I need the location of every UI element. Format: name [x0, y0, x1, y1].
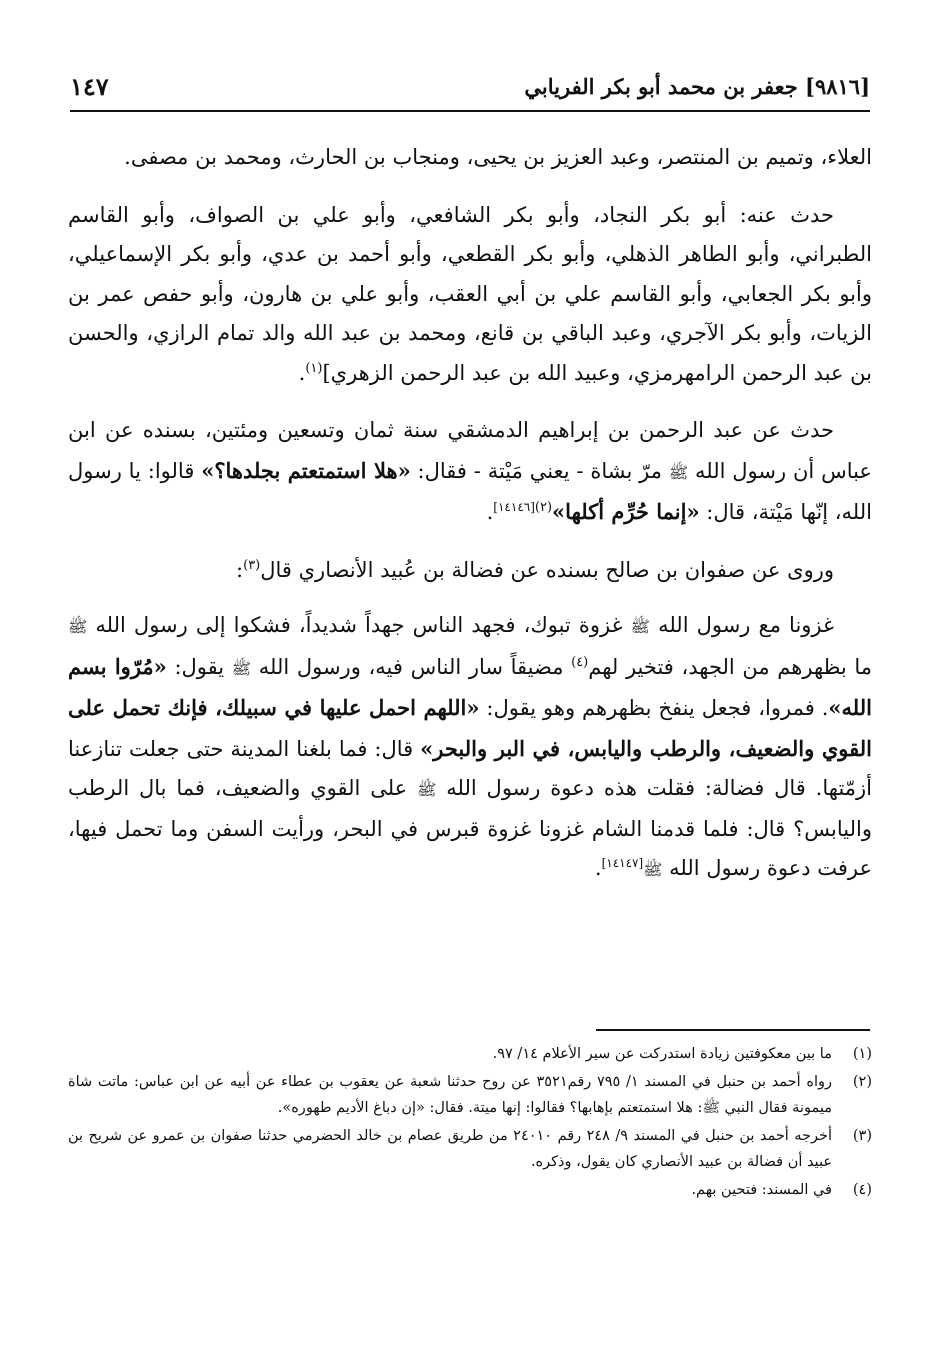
paragraph-text: حدث عنه: أبو بكر النجاد، وأبو بكر الشافعي، وأبو علي بن الصواف، وأبو القاسم الطبراني، وأبو الطاهر الذهلي، وأبو بكر القطعي، وأبو أحمد بن عدي، وأبو بكر الإسماعيلي، وأبو بكر الجعابي، وأبو القاسم علي بن أبي العقب، وأبو علي بن هارون، وأبو حفص عمر بن الزيات، وأبو بكر الآجري، وعبد الباقي بن قانع، ومحمد بن عبد الله والد تمام الرازي، والحسن بن عبد الرحمن الرامهرمزي، وعبيد الله بن عبد الرحمن الزهري]	[68, 202, 872, 385]
paragraph-text: قالوا: يا رسول الله، إنّها مَيْتة، قال:	[68, 458, 872, 524]
paragraph-narration-intro	[68, 551, 872, 591]
paragraph-text: غزونا مع رسول الله	[650, 613, 834, 637]
paragraph-text: غزوة تبوك، فجهد الناس جهداً شديداً، فشكوا إلى رسول الله	[87, 613, 631, 637]
salutation-glyph: ﷺ	[643, 860, 663, 879]
paragraph-teachers	[68, 138, 872, 178]
paragraph-text: مضيقاً سار الناس فيه، ورسول الله	[251, 654, 572, 679]
salutation-glyph: ﷺ	[417, 780, 437, 799]
footnotes-section	[68, 1041, 872, 1205]
prophetic-quote: «إنما حُرِّم أكلها»	[552, 499, 700, 524]
punctuation: .	[594, 856, 602, 880]
prophetic-quote: «هلا استمتعتم بجلدها؟»	[201, 457, 411, 483]
footnote-text: رواه أحمد بن حنبل في المسند ١/ ٧٩٥ رقم٣٥٢١ عن روح حدثنا شعبة عن يعقوب بن عطاء عن أبيه عن ابن عباس: ماتت شاة ميمونة فقال النبي ﷺ: هلا استمتعتم بإهابها؟ فقالوا: إنها ميتة. فقال: «إن دباغ الأديم طهوره».	[68, 1074, 832, 1116]
paragraph-hadith-2	[68, 606, 872, 890]
hadith-number: [١٤١٤٦]	[493, 500, 535, 514]
paragraph-text: . فمروا، فجعل ينفخ بظهرهم وهو يقول:	[479, 696, 829, 720]
paragraph-text: العلاء، وتميم بن المنتصر، وعبد العزيز بن يحيى، ومنجاب بن الحارث، ومحمد بن مصفى.	[124, 145, 872, 169]
salutation-glyph: ﷺ	[68, 617, 88, 636]
hadith-number: [١٤١٤٧]	[601, 856, 644, 870]
footnote-text: في المسند: فتحين بهم.	[691, 1182, 832, 1198]
footnote-marker: (٢)	[852, 1074, 872, 1090]
paragraph-text: وروى عن صفوان بن صالح بسنده عن فضالة بن عُبيد الأنصاري قال	[260, 557, 834, 582]
paragraph-text: مرّ بشاة - يعني مَيْتة - فقال:	[410, 458, 669, 483]
page-number: ١٤٧	[70, 72, 109, 101]
footnote-ref: (٢)	[534, 500, 553, 515]
paragraph-hadith-1	[68, 411, 872, 533]
paragraph-text: حدث عن عبد الرحمن بن إبراهيم الدمشقي سنة ثمان وتسعين ومئتين، بسنده عن ابن عباس أن رسول الله	[68, 418, 872, 483]
running-title: [٩٨١٦] جعفر بن محمد أبو بكر الفريابي	[524, 74, 870, 99]
footnote-text: ما بين معكوفتين زيادة استدركت عن سير الأعلام ١٤/ ٩٧.	[492, 1046, 832, 1062]
salutation-glyph: ﷺ	[630, 617, 650, 636]
paragraph-text: على القوي والضعيف، فما بال الرطب واليابس؟ قال: فلما قدمنا الشام غزونا غزوة قبرس في البحر، ورأيت السفن وما تحمل فيها، عرفت دعوة رسول الله	[68, 776, 872, 880]
punctuation: .	[486, 500, 494, 524]
footnote-4	[68, 1177, 872, 1203]
footnote-divider	[596, 1029, 870, 1031]
footnote-marker: (٤)	[852, 1182, 872, 1198]
prophetic-quote: «مُرّوا بسم الله»	[68, 653, 872, 720]
footnote-1	[68, 1041, 872, 1067]
paragraph-text: ما بظهرهم من الجهد، فتخير لهم	[588, 654, 872, 679]
footnote-ref: (٤)	[571, 654, 589, 670]
footnote-marker: (٣)	[852, 1128, 872, 1144]
salutation-glyph: ﷺ	[668, 462, 689, 482]
footnote-ref: (١)	[305, 360, 323, 376]
paragraph-text: قال: فما بلغنا المدينة حتى جعلت تنازعنا أزمّتها. قال فضالة: فقلت هذه دعوة رسول الله	[68, 736, 872, 800]
paragraph-students	[68, 196, 872, 394]
punctuation: .	[298, 360, 306, 385]
footnote-2	[68, 1069, 872, 1121]
paragraph-text: يقول:	[166, 654, 232, 679]
footnote-text: أخرجه أحمد بن حنبل في المسند ٩/ ٢٤٨ رقم ٢٤٠١٠ من طريق عصام بن خالد الحضرمي حدثنا صفوان بن عمرو عن شريح بن عبيد أن فضالة بن عبيد الأنصاري كان يقول، وذكره.	[68, 1128, 832, 1170]
footnote-ref: (٣)	[243, 557, 261, 573]
footnote-3	[68, 1123, 872, 1175]
main-text	[68, 138, 872, 908]
salutation-glyph: ﷺ	[231, 658, 252, 678]
prophetic-quote: «اللهم احمل عليها في سبيلك، فإنك تحمل على القوي والضعيف، والرطب واليابس، في البر والبحر»	[68, 695, 872, 761]
page-header	[70, 66, 870, 112]
footnote-marker: (١)	[852, 1046, 872, 1062]
punctuation: :	[236, 557, 244, 582]
